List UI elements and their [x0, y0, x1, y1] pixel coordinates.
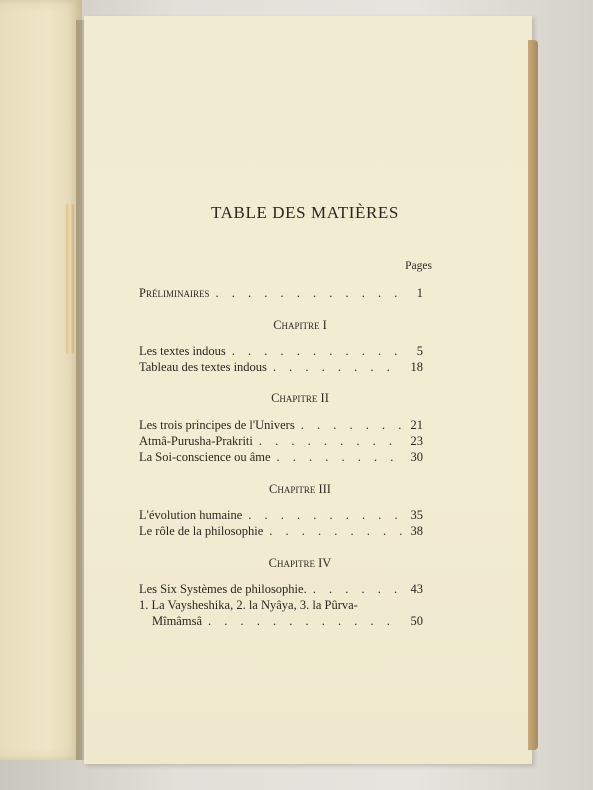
toc-entry-page: 30: [410, 450, 423, 464]
leader-dots: [215, 284, 403, 302]
toc-entry-label: Préliminaires: [139, 286, 210, 300]
toc-entry: [139, 522, 423, 540]
left-page: [0, 0, 82, 760]
pages-column-header: Pages: [405, 260, 432, 272]
toc-entry-label: Mîmâmsâ: [152, 614, 202, 628]
toc-entry-page: 1: [416, 286, 423, 300]
page-title: TABLE DES MATIÈRES: [211, 203, 399, 222]
binding-strip: [66, 204, 74, 354]
toc-entry-label: Tableau des textes indous: [139, 360, 267, 374]
leader-dots: [273, 358, 403, 376]
toc-entry-label: Les trois principes de l'Univers: [139, 418, 295, 432]
toc-entry-page: 5: [416, 344, 423, 358]
toc-entry: [152, 612, 423, 630]
toc-entry-label: Le rôle de la philosophie: [139, 524, 264, 538]
chapter-heading: Chapitre I: [273, 318, 327, 332]
chapter-heading: Chapitre IV: [268, 556, 332, 570]
leader-dots: [269, 522, 403, 540]
toc-entry: [139, 358, 423, 376]
toc-entry-page: 21: [410, 418, 423, 432]
toc-entry-page: 43: [410, 582, 423, 596]
toc-entry-page: 38: [410, 524, 423, 538]
toc-entry-label: La Soi-conscience ou âme: [139, 450, 271, 464]
chapter-heading: Chapitre III: [269, 482, 331, 496]
toc-entry-label: Atmâ-Purusha-Prakriti: [139, 434, 253, 448]
leader-dots: [277, 448, 403, 466]
toc-entry-page: 50: [410, 614, 423, 628]
right-page: [84, 16, 532, 764]
toc-entry-page: 35: [410, 508, 423, 522]
toc-entry: [139, 448, 423, 466]
toc-entry-label: Les textes indous: [139, 344, 226, 358]
toc-entry-label: Les Six Systèmes de philosophie.: [139, 582, 307, 596]
toc-entry-label-line1: 1. La Vaysheshika, 2. la Nyâya, 3. la Pûrva-: [139, 598, 358, 612]
leader-dots: [208, 612, 403, 630]
toc-entry-page: 23: [410, 434, 423, 448]
chapter-heading: Chapitre II: [271, 391, 329, 405]
toc-entry-label: L'évolution humaine: [139, 508, 243, 522]
toc-entry-page: 18: [410, 360, 423, 374]
toc-entry-preliminaires: [139, 284, 423, 302]
page-edge: [528, 40, 538, 750]
